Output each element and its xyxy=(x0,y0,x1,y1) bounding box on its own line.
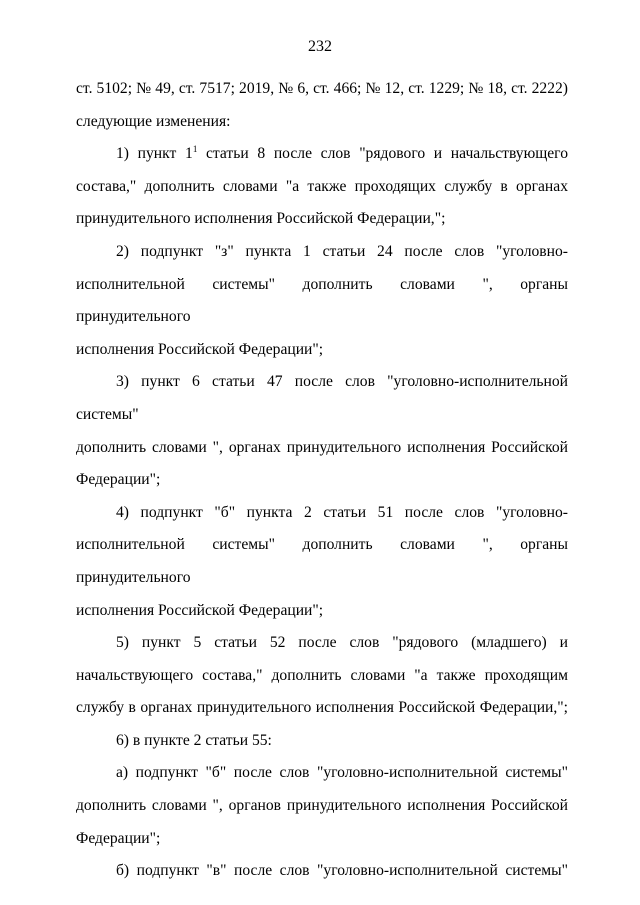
text-line: дополнить словами ", органов принудительного исполнения Российской xyxy=(76,797,568,815)
text-line: 6) в пункте 2 статьи 55: xyxy=(116,731,272,749)
text-line: начальствующего состава," дополнить словами "а также проходящим xyxy=(76,666,568,684)
text-line: исполнительной системы" дополнить словами ", органы принудительного xyxy=(76,275,568,326)
text-line: Федерации"; xyxy=(76,829,161,847)
text-line: 5) пункт 5 статьи 52 после слов "рядового (младшего) и xyxy=(116,634,568,652)
text-line: 4) подпункт "б" пункта 2 статьи 51 после слов "уголовно- xyxy=(116,503,568,521)
text-line xyxy=(76,138,568,171)
text-line: исполнения Российской Федерации"; xyxy=(76,340,324,358)
text-line: принудительного исполнения Российской Федерации,"; xyxy=(76,210,446,228)
text-line: исполнения Российской Федерации"; xyxy=(76,601,324,619)
item-1-rest: статьи 8 после слов "рядового и начальствующего xyxy=(197,145,568,163)
text-line: Федерации"; xyxy=(76,471,161,489)
text-line: службу в органах принудительного исполнения Российской Федерации,"; xyxy=(76,699,568,717)
page-number: 232 xyxy=(308,38,332,55)
text-line: б) подпункт "в" после слов "уголовно-исполнительной системы" xyxy=(116,862,568,880)
text-line: исполнительной системы" дополнить словами ", органы принудительного xyxy=(76,536,568,586)
text-line: следующие изменения: xyxy=(76,112,231,130)
superscript: 1 xyxy=(192,144,198,154)
text-line: ст. 5102; № 49, ст. 7517; 2019, № 6, ст. 466; № 12, ст. 1229; № 18, ст. 2222) xyxy=(76,80,568,97)
item-1-start: 1) пункт 1 xyxy=(116,145,193,163)
document-body xyxy=(76,73,568,888)
text-line: а) подпункт "б" после слов "уголовно-исполнительной системы" xyxy=(116,764,568,782)
text-line: дополнить словами ", органах принудительного исполнения Российской xyxy=(76,438,568,456)
text-line: состава," дополнить словами "а также проходящих службу в органах xyxy=(76,177,568,195)
text-line: 3) пункт 6 статьи 47 после слов "уголовно-исполнительной системы" xyxy=(76,373,568,423)
text-line: 2) подпункт "з" пункта 1 статьи 24 после слов "уголовно- xyxy=(116,242,568,260)
